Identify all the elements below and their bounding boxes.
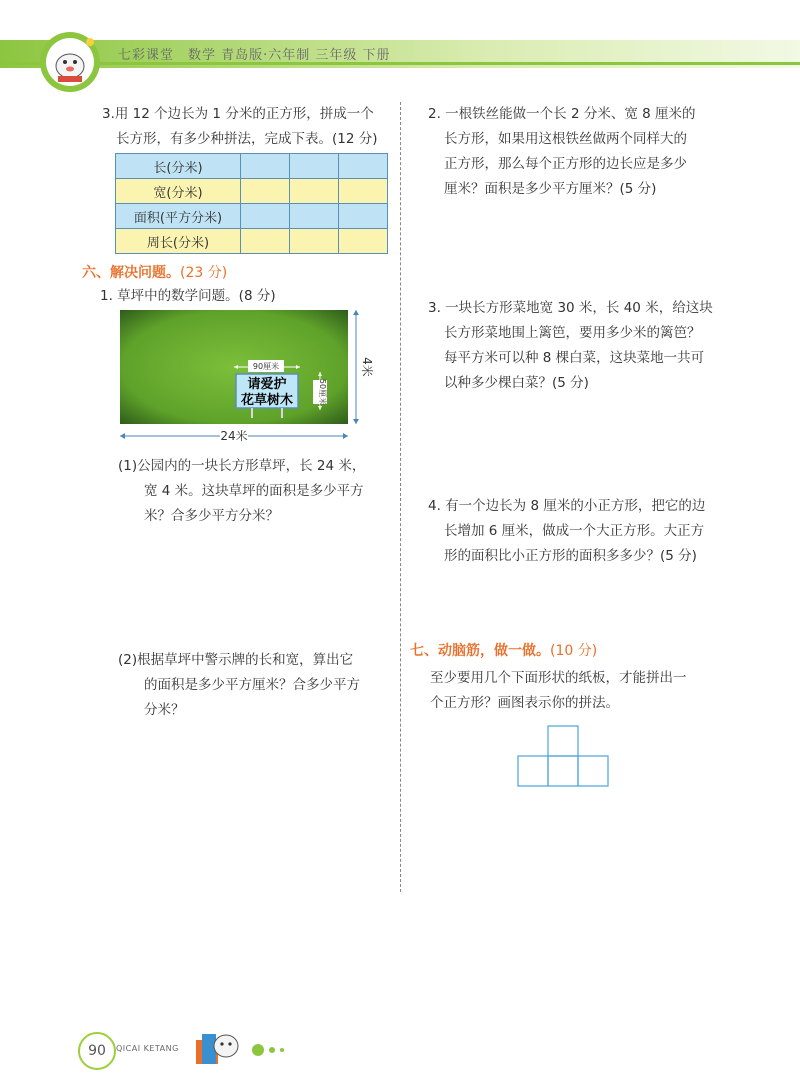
section-7-points: (10 分) <box>550 643 598 659</box>
table-row <box>116 179 388 204</box>
sign-text-line-1: 请爱护 <box>247 377 287 392</box>
table-row-header: 长(分米) <box>116 154 241 179</box>
table-cell[interactable] <box>241 204 290 229</box>
left-q3-line1: 3.用 12 个边长为 1 分米的正方形，拼成一个 <box>102 106 374 122</box>
table-cell[interactable] <box>290 204 339 229</box>
table-cell[interactable] <box>241 229 290 254</box>
sub2-line2: 的面积是多少平方厘米？合多少平方 <box>144 677 360 693</box>
table-cell[interactable] <box>339 229 388 254</box>
right-q3-line4: 以种多少棵白菜？(5 分) <box>444 375 589 391</box>
table-cell[interactable] <box>339 154 388 179</box>
table-cell[interactable] <box>290 179 339 204</box>
left-question-3 <box>102 102 378 152</box>
right-q2-line4: 厘米？面积是多少平方厘米？(5 分) <box>444 181 657 197</box>
section-7-question <box>430 666 687 716</box>
t-shape-top-square <box>548 726 578 756</box>
right-question-3 <box>428 296 713 396</box>
problem-1-sub-1 <box>118 454 365 529</box>
sub1-line2: 宽 4 米。这块草坪的面积是多少平方 <box>144 483 364 499</box>
right-question-4 <box>428 494 705 569</box>
section-7-line1: 至少要用几个下面形状的纸板，才能拼出一 <box>430 670 687 686</box>
dimensions-table <box>115 153 388 254</box>
sub1-line1: (1)公园内的一块长方形草坪，长 24 米， <box>118 458 366 474</box>
right-q3-line1: 3. 一块长方形菜地宽 30 米，长 40 米，给这块 <box>428 300 713 316</box>
sign-height-label: 50厘米 <box>318 378 327 406</box>
sign-text-line-2: 花草树木 <box>240 393 294 408</box>
lawn-height-label: 4米 <box>360 357 374 377</box>
column-divider <box>400 102 401 892</box>
sub1-line3: 米？合多少平方分米？ <box>144 508 279 524</box>
right-q3-line2: 长方形菜地围上篱笆，要用多少米的篱笆？ <box>444 325 701 341</box>
lawn-width-label: 24米 <box>220 429 248 443</box>
right-q4-line2: 长增加 6 厘米，做成一个大正方形。大正方 <box>444 523 705 539</box>
footer-mascot-icon <box>192 1026 300 1066</box>
t-shape-middle-square <box>548 756 578 786</box>
page-number: 90 <box>78 1032 116 1070</box>
table-row-header: 周长(分米) <box>116 229 241 254</box>
mascot-logo-icon <box>0 28 104 94</box>
right-q2-line1: 2. 一根铁丝能做一个长 2 分米、宽 8 厘米的 <box>428 106 696 122</box>
sub2-line3: 分米？ <box>144 702 185 718</box>
section-6-title: 六、解决问题。 <box>82 265 180 281</box>
problem-1-sub-2 <box>118 648 360 723</box>
table-row <box>116 154 388 179</box>
table-cell[interactable] <box>290 229 339 254</box>
section-7-heading <box>410 640 597 660</box>
footer-brand: QICAI KETANG <box>116 1044 179 1053</box>
table-row-header: 宽(分米) <box>116 179 241 204</box>
section-6-heading <box>82 262 227 282</box>
problem-1-title: 1. 草坪中的数学问题。(8 分) <box>100 288 276 304</box>
section-7-line2: 个正方形？画图表示你的拼法。 <box>430 695 619 711</box>
t-shape-left-square <box>518 756 548 786</box>
table-row-header: 面积(平方分米) <box>116 204 241 229</box>
table-cell[interactable] <box>339 204 388 229</box>
t-shape-right-square <box>578 756 608 786</box>
table-cell[interactable] <box>241 154 290 179</box>
left-q3-line2: 长方形，有多少种拼法，完成下表。(12 分) <box>116 131 378 147</box>
right-q2-line3: 正方形，那么每个正方形的边长应是多少 <box>444 156 687 172</box>
section-6-points: (23 分) <box>180 265 228 281</box>
table-row <box>116 229 388 254</box>
right-q4-line3: 形的面积比小正方形的面积多多少？(5 分) <box>444 548 697 564</box>
table-cell[interactable] <box>290 154 339 179</box>
t-shape-diagram <box>514 724 612 788</box>
table-cell[interactable] <box>339 179 388 204</box>
sign-width-label: 90厘米 <box>252 362 280 371</box>
right-q3-line3: 每平方米可以种 8 棵白菜，这块菜地一共可 <box>444 350 705 366</box>
right-q2-line2: 长方形，如果用这根铁丝做两个同样大的 <box>444 131 687 147</box>
header-title: 七彩课堂 数学 青岛版·六年制 三年级 下册 <box>118 48 391 63</box>
lawn-diagram <box>112 306 372 454</box>
right-question-2 <box>428 102 696 202</box>
right-q4-line1: 4. 有一个边长为 8 厘米的小正方形，把它的边 <box>428 498 706 514</box>
sub2-line1: (2)根据草坪中警示牌的长和宽，算出它 <box>118 652 354 668</box>
table-cell[interactable] <box>241 179 290 204</box>
table-row <box>116 204 388 229</box>
section-7-title: 七、动脑筋，做一做。 <box>410 643 550 659</box>
